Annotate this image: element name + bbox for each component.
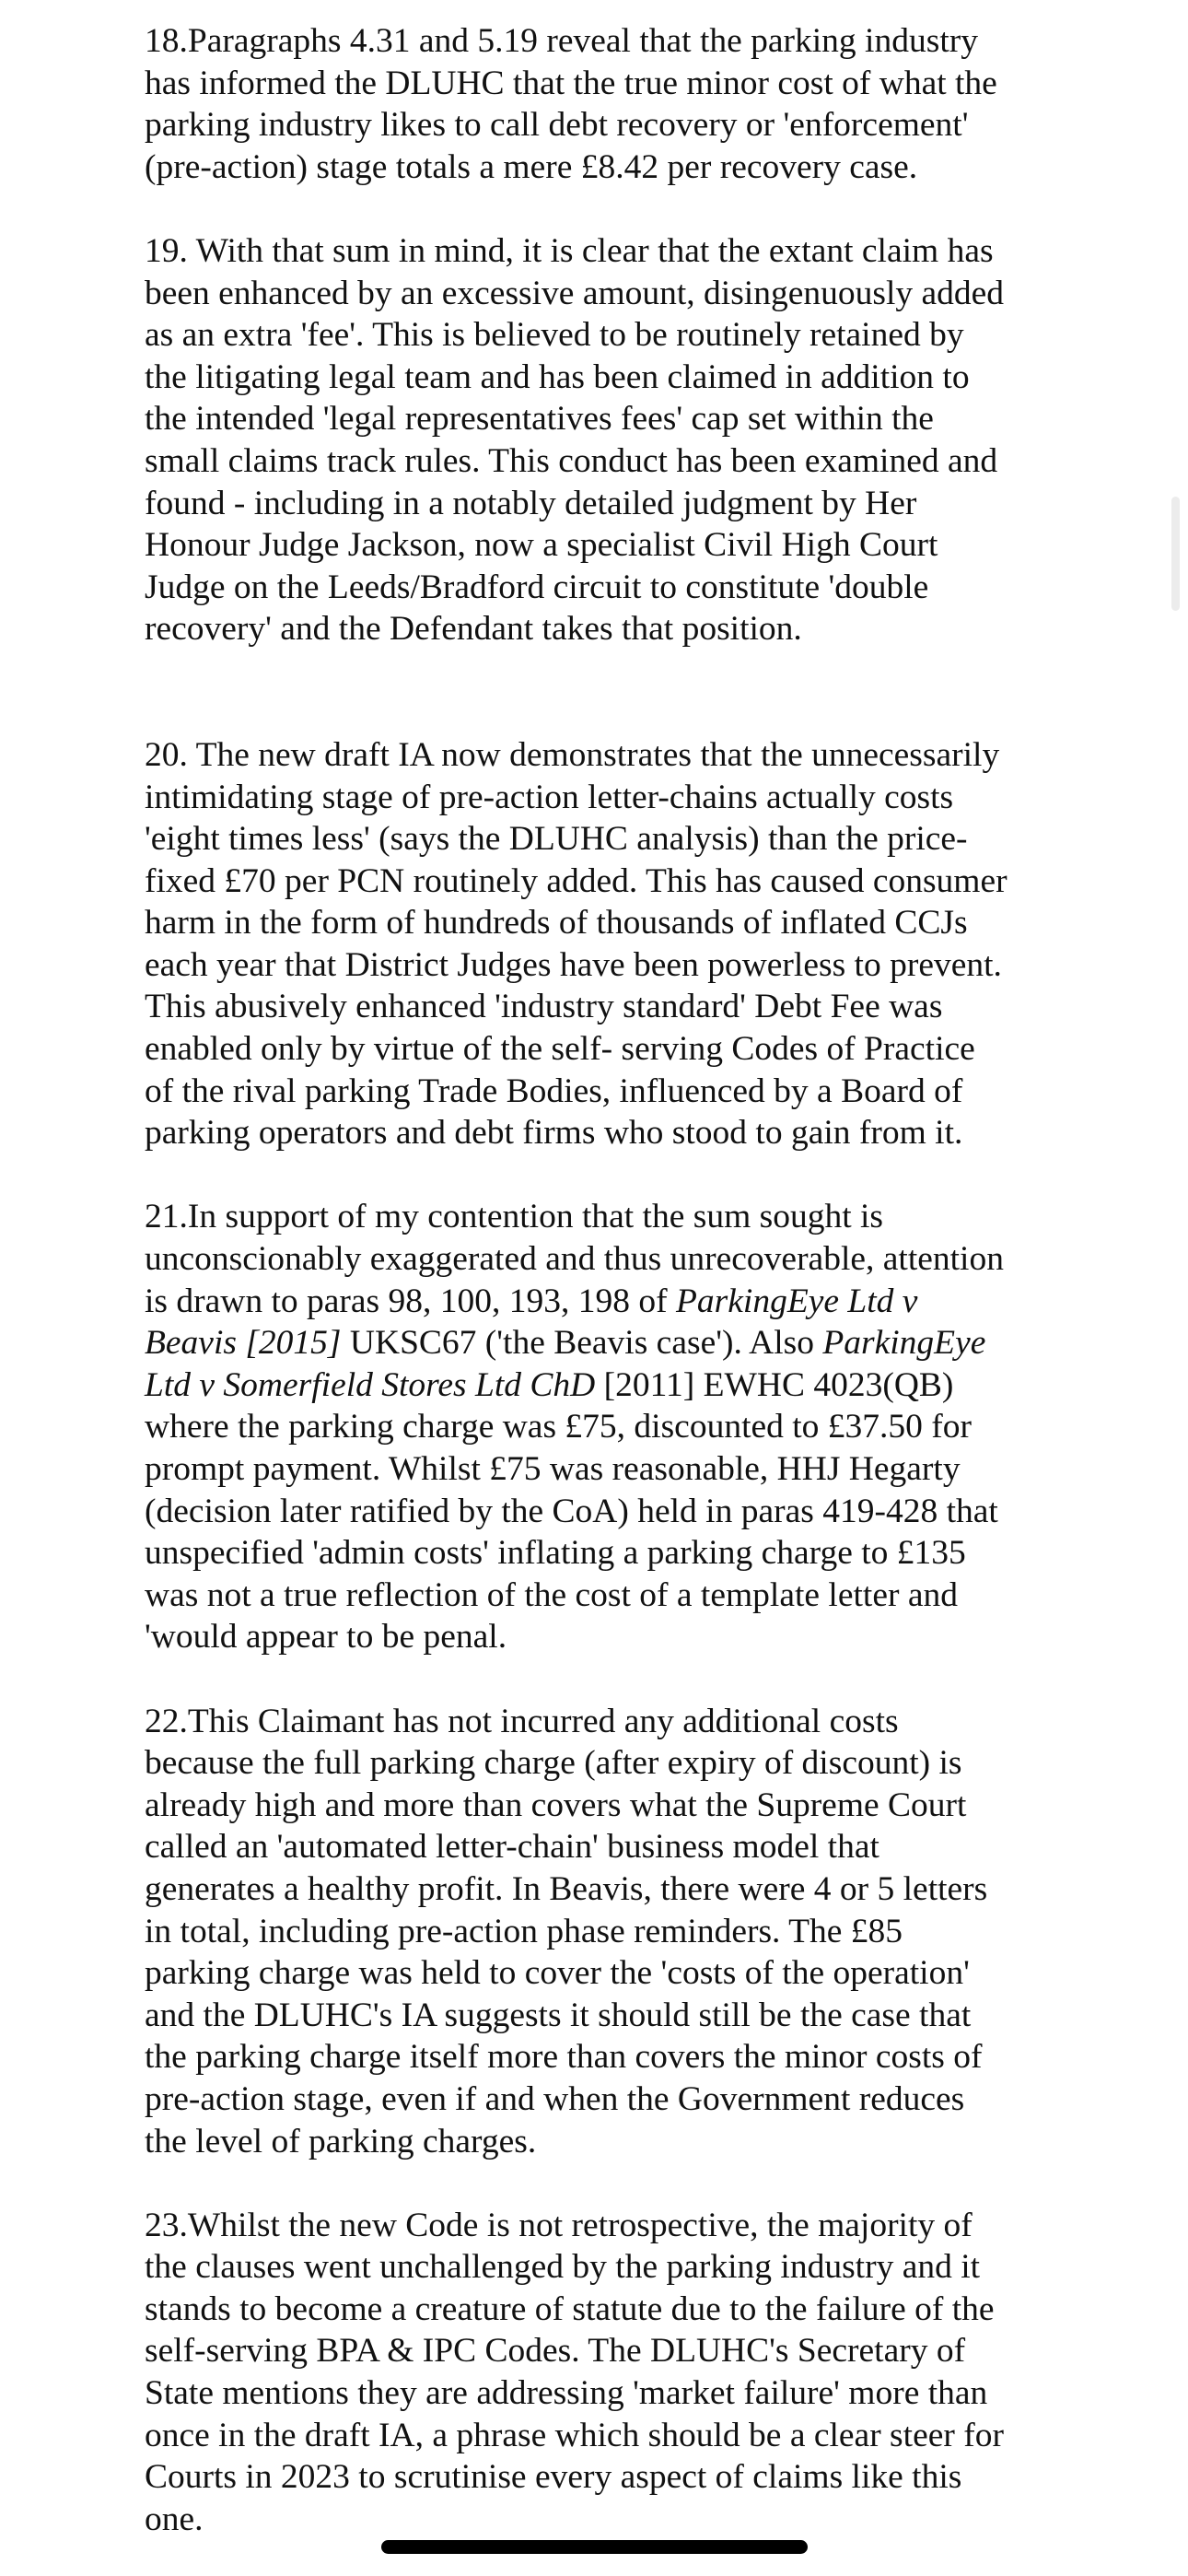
text-line	[145, 777, 1139, 819]
text-segment: 20. The new draft IA now demonstrates that the unnecessarily	[145, 735, 1000, 774]
text-line	[145, 483, 1139, 525]
document-body	[145, 20, 1139, 2540]
text-line	[145, 2330, 1139, 2372]
text-line	[145, 524, 1139, 567]
text-line	[145, 1911, 1139, 1953]
text-line	[145, 398, 1139, 440]
text-segment: enabled only by virtue of the self- serving Codes of Practice	[145, 1030, 975, 1069]
text-segment: intimidating stage of pre-action letter-chains actually costs	[145, 778, 954, 816]
text-segment: 19. With that sum in mind, it is clear that the extant claim has	[145, 231, 994, 270]
text-segment: State mentions they are addressing 'market failure' more than	[145, 2374, 988, 2413]
paragraph-21	[145, 1196, 1139, 1658]
text-line	[145, 1701, 1139, 1743]
text-line	[145, 2372, 1139, 2415]
text-line	[145, 2121, 1139, 2163]
case-citation: ParkingEye	[822, 1324, 986, 1363]
text-segment: where the parking charge was £75, discounted to £37.50 for	[145, 1408, 973, 1446]
text-line	[145, 1238, 1139, 1281]
text-segment: Courts in 2023 to scrutinise every aspect of claims like this	[145, 2458, 962, 2497]
text-segment: prompt payment. Whilst £75 was reasonable, HHJ Hegarty	[145, 1450, 961, 1488]
text-segment: been enhanced by an excessive amount, disingenuously added	[145, 274, 1005, 312]
text-line	[145, 63, 1139, 105]
text-segment: the clauses went unchallenged by the parking industry and it	[145, 2248, 981, 2287]
text-segment: (decision later ratified by the CoA) held in paras 419-428 that	[145, 1492, 998, 1530]
text-line	[145, 1616, 1139, 1658]
text-line	[145, 1112, 1139, 1154]
text-line	[145, 2036, 1139, 2078]
text-segment: called an 'automated letter-chain' business model that	[145, 1828, 879, 1867]
text-segment: (pre-action) stage totals a mere £8.42 per recovery case.	[145, 147, 918, 186]
text-line	[145, 608, 1139, 650]
scrollbar-thumb[interactable]	[1171, 497, 1180, 611]
text-segment: each year that District Judges have been powerless to prevent.	[145, 945, 1002, 984]
text-line	[145, 20, 1139, 63]
case-citation: Beavis [2015]	[145, 1324, 342, 1363]
text-line	[145, 1322, 1139, 1364]
text-line	[145, 2078, 1139, 2121]
text-segment: parking charge was held to cover the 'costs of the operation'	[145, 1954, 970, 1993]
text-line	[145, 2456, 1139, 2499]
text-line	[145, 944, 1139, 987]
text-line	[145, 1071, 1139, 1113]
text-line	[145, 1196, 1139, 1238]
text-line	[145, 146, 1139, 189]
text-line	[145, 1364, 1139, 1407]
text-segment: This abusively enhanced 'industry standard' Debt Fee was	[145, 988, 943, 1026]
text-segment: UKSC67 ('the Beavis case'). Also	[341, 1324, 823, 1363]
text-segment: harm in the form of hundreds of thousands of inflated CCJs	[145, 904, 968, 943]
text-line	[145, 1952, 1139, 1995]
text-line	[145, 357, 1139, 399]
text-line	[145, 1406, 1139, 1448]
text-line	[145, 2205, 1139, 2247]
text-segment: found - including in a notably detailed judgment by Her	[145, 484, 917, 522]
text-segment: 23.Whilst the new Code is not retrospective, the majority of	[145, 2206, 973, 2244]
case-citation: Ltd v Somerfield Stores Ltd ChD	[145, 1365, 596, 1404]
text-line	[145, 1532, 1139, 1575]
text-segment: of the rival parking Trade Bodies, influenced by a Board of	[145, 1071, 963, 1110]
home-indicator[interactable]	[381, 2540, 808, 2554]
text-segment: 'eight times less' (says the DLUHC analysis) than the price-	[145, 820, 968, 859]
paragraph-18	[145, 20, 1139, 188]
text-segment: already high and more than covers what the Supreme Court	[145, 1786, 967, 1824]
text-line	[145, 902, 1139, 944]
text-line	[145, 1742, 1139, 1785]
text-segment: is drawn to paras 98, 100, 193, 198 of	[145, 1282, 677, 1320]
text-line	[145, 1575, 1139, 1617]
text-line	[145, 440, 1139, 483]
text-segment: and the DLUHC's IA suggests it should still be the case that	[145, 1996, 972, 2034]
text-line	[145, 1868, 1139, 1911]
text-segment: parking industry likes to call debt recovery or 'enforcement'	[145, 106, 969, 145]
text-line	[145, 1491, 1139, 1533]
text-line	[145, 818, 1139, 861]
text-line	[145, 1995, 1139, 2037]
text-segment: fixed £70 per PCN routinely added. This has caused consumer	[145, 861, 1007, 900]
text-segment: Judge on the Leeds/Bradford circuit to constitute 'double	[145, 568, 929, 606]
text-line	[145, 2289, 1139, 2331]
text-segment: stands to become a creature of statute due to the failure of the	[145, 2289, 995, 2328]
text-segment: parking operators and debt firms who stood to gain from it.	[145, 1114, 963, 1153]
text-line	[145, 1281, 1139, 1323]
text-segment: self-serving BPA & IPC Codes. The DLUHC's Secretary of	[145, 2332, 966, 2371]
text-segment: the litigating legal team and has been claimed in addition to	[145, 357, 970, 396]
text-segment: 21.In support of my contention that the sum sought is	[145, 1198, 884, 1236]
text-segment: pre-action stage, even if and when the Government reduces	[145, 2079, 965, 2118]
text-segment: unspecified 'admin costs' inflating a parking charge to £135	[145, 1534, 966, 1573]
text-line	[145, 861, 1139, 903]
text-segment: 22.This Claimant has not incurred any additional costs	[145, 1702, 899, 1740]
text-line	[145, 1028, 1139, 1071]
text-line	[145, 314, 1139, 357]
text-segment: because the full parking charge (after expiry of discount) is	[145, 1744, 962, 1783]
text-segment: small claims track rules. This conduct has been examined and	[145, 441, 998, 480]
text-line	[145, 2415, 1139, 2457]
text-segment: generates a healthy profit. In Beavis, there were 4 or 5 letters	[145, 1869, 988, 1908]
text-line	[145, 2499, 1139, 2541]
text-line	[145, 734, 1139, 777]
text-segment: was not a true reflection of the cost of a template letter and	[145, 1575, 958, 1614]
text-line	[145, 1448, 1139, 1491]
text-line	[145, 104, 1139, 146]
text-segment: has informed the DLUHC that the true minor cost of what the	[145, 64, 997, 102]
paragraph-23	[145, 2205, 1139, 2541]
text-segment: the level of parking charges.	[145, 2122, 537, 2160]
text-segment: 'would appear to be penal.	[145, 1618, 507, 1657]
text-line	[145, 230, 1139, 273]
text-line	[145, 1826, 1139, 1868]
text-line	[145, 567, 1139, 609]
paragraph-20	[145, 734, 1139, 1154]
text-segment: the intended 'legal representatives fees' cap set within the	[145, 400, 934, 439]
text-segment: Honour Judge Jackson, now a specialist Civil High Court	[145, 526, 938, 565]
text-line	[145, 1785, 1139, 1827]
text-segment: once in the draft IA, a phrase which should be a clear steer for	[145, 2416, 1004, 2454]
text-line	[145, 2246, 1139, 2289]
text-line	[145, 986, 1139, 1028]
text-line	[145, 273, 1139, 315]
text-segment: one.	[145, 2500, 204, 2538]
text-segment: [2011] EWHC 4023(QB)	[595, 1365, 954, 1404]
text-segment: 18.Paragraphs 4.31 and 5.19 reveal that the parking industry	[145, 22, 978, 60]
text-segment: unconscionably exaggerated and thus unrecoverable, attention	[145, 1240, 1004, 1279]
text-segment: the parking charge itself more than covers the minor costs of	[145, 2038, 983, 2077]
paragraph-22	[145, 1701, 1139, 2163]
paragraph-19	[145, 230, 1139, 650]
text-segment: in total, including pre-action phase reminders. The £85	[145, 1912, 903, 1950]
text-segment: as an extra 'fee'. This is believed to be routinely retained by	[145, 316, 964, 355]
text-segment: recovery' and the Defendant takes that position.	[145, 610, 802, 649]
case-citation: ParkingEye Ltd v	[676, 1282, 918, 1320]
